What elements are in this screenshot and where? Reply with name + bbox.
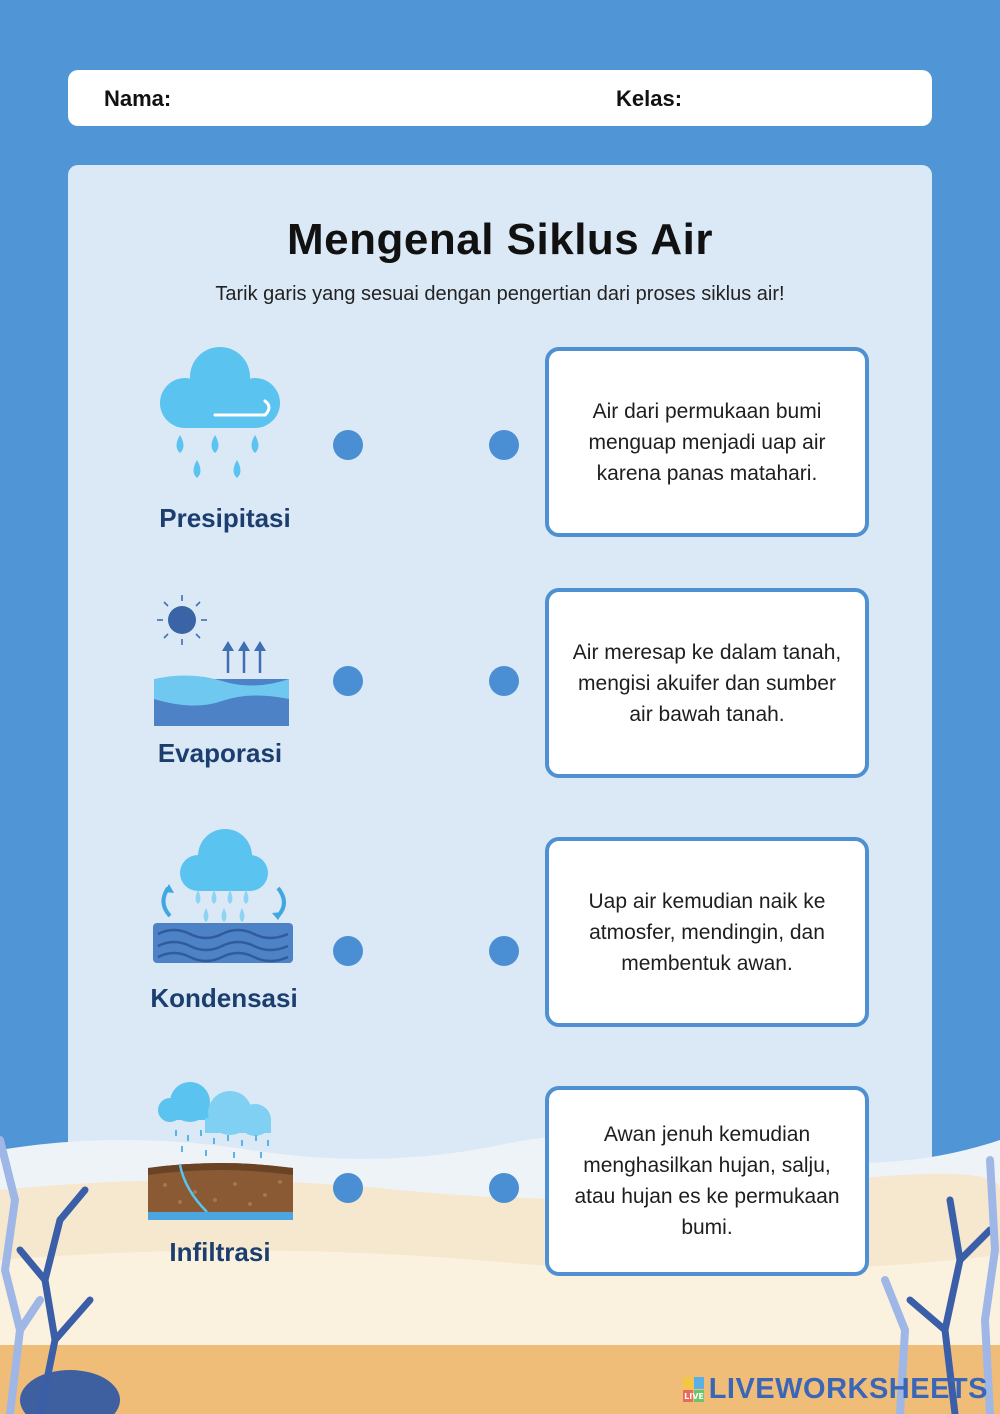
term-label-presipitasi: Presipitasi: [159, 503, 291, 533]
name-label: Nama:: [104, 86, 172, 111]
logo-text: LIVEWORKSHEETS: [708, 1373, 988, 1405]
soil-infiltration-icon: [145, 1080, 295, 1230]
rain-cloud-icon: [155, 345, 285, 495]
term-label-evaporasi: Evaporasi: [157, 738, 283, 768]
worksheet-instruction: Tarik garis yang sesuai dengan pengertian dari proses siklus air!: [215, 283, 785, 305]
term-connector-dot[interactable]: [333, 430, 363, 460]
worksheet-title: Mengenal Siklus Air: [287, 215, 713, 264]
definition-card: [545, 588, 869, 778]
sun-evaporation-icon: [150, 595, 295, 735]
definition-text: Awan jenuh kemudian menghasilkan hujan, salju, atau hujan es ke permukaan bumi.: [574, 1123, 840, 1239]
term-connector-dot[interactable]: [333, 936, 363, 966]
definition-card: [545, 837, 869, 1027]
definition-card: [545, 1086, 869, 1276]
logo-badge-icon: [683, 1377, 705, 1403]
definition-connector-dot[interactable]: [489, 936, 519, 966]
term-label-infiltrasi: Infiltrasi: [169, 1237, 271, 1267]
definition-text: Uap air kemudian naik ke atmosfer, mendingin, dan membentuk awan.: [588, 889, 826, 975]
term-connector-dot[interactable]: [333, 666, 363, 696]
term-connector-dot[interactable]: [333, 1173, 363, 1203]
condensation-cloud-icon: [150, 828, 295, 973]
liveworksheets-logo: [683, 1373, 988, 1406]
definition-connector-dot[interactable]: [489, 430, 519, 460]
logo-badge-text: LIVE: [683, 1391, 704, 1401]
definition-connector-dot[interactable]: [489, 666, 519, 696]
definition-card: [545, 347, 869, 537]
class-label: Kelas:: [616, 86, 683, 111]
definition-text: Air dari permukaan bumi menguap menjadi uap air karena panas matahari.: [588, 399, 826, 485]
definition-text: Air meresap ke dalam tanah, mengisi akuifer dan sumber air bawah tanah.: [572, 640, 842, 726]
definition-connector-dot[interactable]: [489, 1173, 519, 1203]
term-label-kondensasi: Kondensasi: [150, 983, 298, 1013]
